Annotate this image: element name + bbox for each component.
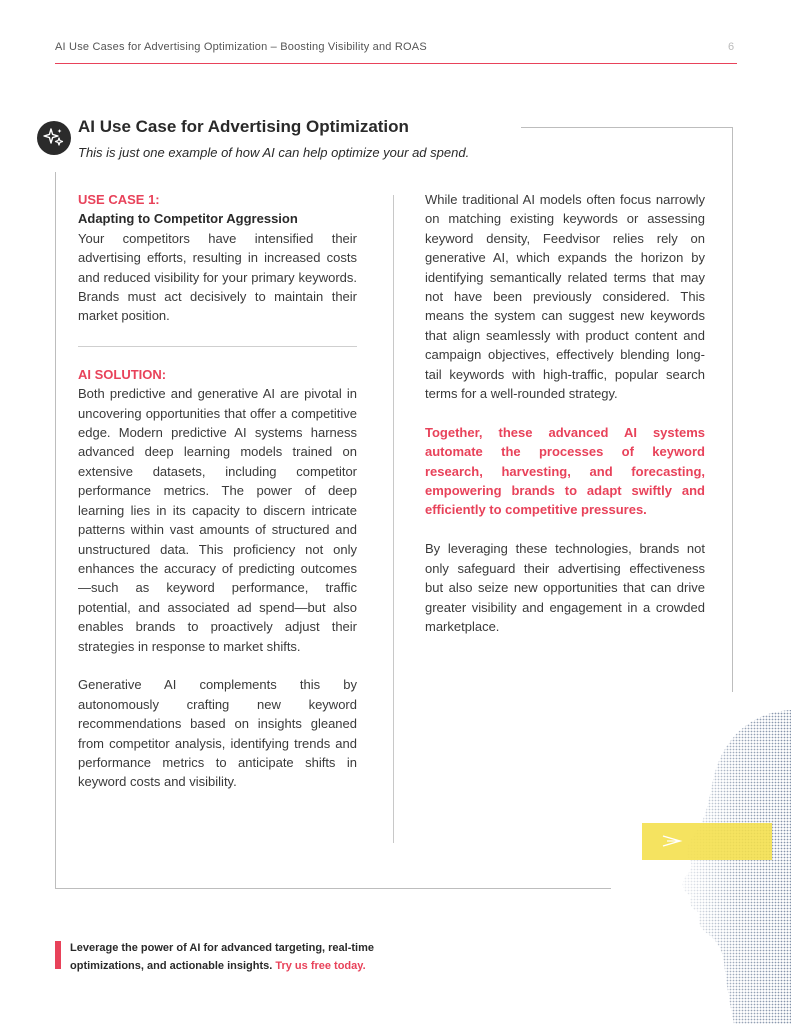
header-title: AI Use Cases for Advertising Optimization – Boosting Visibility and ROAS [55, 41, 427, 53]
frame-top-line [521, 127, 733, 128]
arrow-right-icon [661, 834, 683, 848]
use-case-heading: Adapting to Competitor Aggression [78, 211, 298, 227]
sparkle-badge [37, 121, 71, 155]
solution-paragraph-1: Both predictive and generative AI are pivotal in uncovering opportunities that offer a competitive edge. Modern predictive AI systems harness advanced deep learning models trained on extensive datasets, including competitor performance metrics. The power of deep learning lies in its capacity to discern intricate patterns within vast amounts of structured and unstructured data. This proficiency not only enhances the accuracy of predicting outcomes—such as keyword performance, traffic potential, and associated ad spend—but also enables brands to proactively adjust their strategies in response to market shifts. [78, 386, 357, 654]
page-number: 6 [728, 41, 735, 53]
column-divider [393, 195, 394, 843]
highlight-paragraph: Together, these advanced AI systems automate the processes of keyword research, harvesting, and forecasting, empowering brands to adapt swiftly and efficiently to competitive pressures. [425, 424, 705, 518]
right-column [425, 190, 705, 636]
cta-text: Leverage the power of AI for advanced targeting, real-time optimizations, and actionable insights. [70, 942, 374, 972]
ai-head-illustration [600, 700, 791, 1024]
right-paragraph-1: While traditional AI models often focus narrowly on matching existing keywords or assessing keyword density, Feedvisor relies rely on generative AI, which expands the horizon by identifying semantically related terms that may not have been previously considered. This means the system can suggest new keywords that align seamlessly with product content and campaign objectives, effectively blending long-tail keywords with high-traffic, popular search terms for a well-rounded strategy. [425, 192, 705, 402]
right-paragraph-2: By leveraging these technologies, brands not only safeguard their advertising effectiveness but also seize new opportunities that can drive greater visibility and engagement in a crowded marketplace. [425, 541, 705, 634]
ai-solution-label: AI SOLUTION: [78, 366, 167, 382]
section-divider [78, 346, 357, 347]
cta-block [70, 939, 410, 975]
frame-left-line [55, 172, 56, 889]
cta-link[interactable]: Try us free today. [275, 960, 366, 972]
frame-right-line [732, 127, 733, 692]
use-case-body: Your competitors have intensified their advertising efforts, resulting in increased costs and reduced visibility for your primary keywords. Brands must act decisively to maintain their market position. [78, 230, 357, 324]
section-title: AI Use Case for Advertising Optimization [78, 117, 409, 136]
header-rule [55, 63, 737, 64]
sparkle-icon [42, 126, 66, 150]
use-case-label: USE CASE 1: [78, 192, 160, 207]
left-column [78, 190, 357, 792]
cta-accent-bar [55, 941, 61, 969]
section-subtitle: This is just one example of how AI can help optimize your ad spend. [78, 145, 470, 160]
frame-bottom-line [55, 888, 611, 889]
solution-paragraph-2: Generative AI complements this by autonomously crafting new keyword recommendations based on insights gleaned from competitor analysis, identifying trends and performance metrics to anticipate shifts in keyword costs and visibility. [78, 677, 357, 790]
